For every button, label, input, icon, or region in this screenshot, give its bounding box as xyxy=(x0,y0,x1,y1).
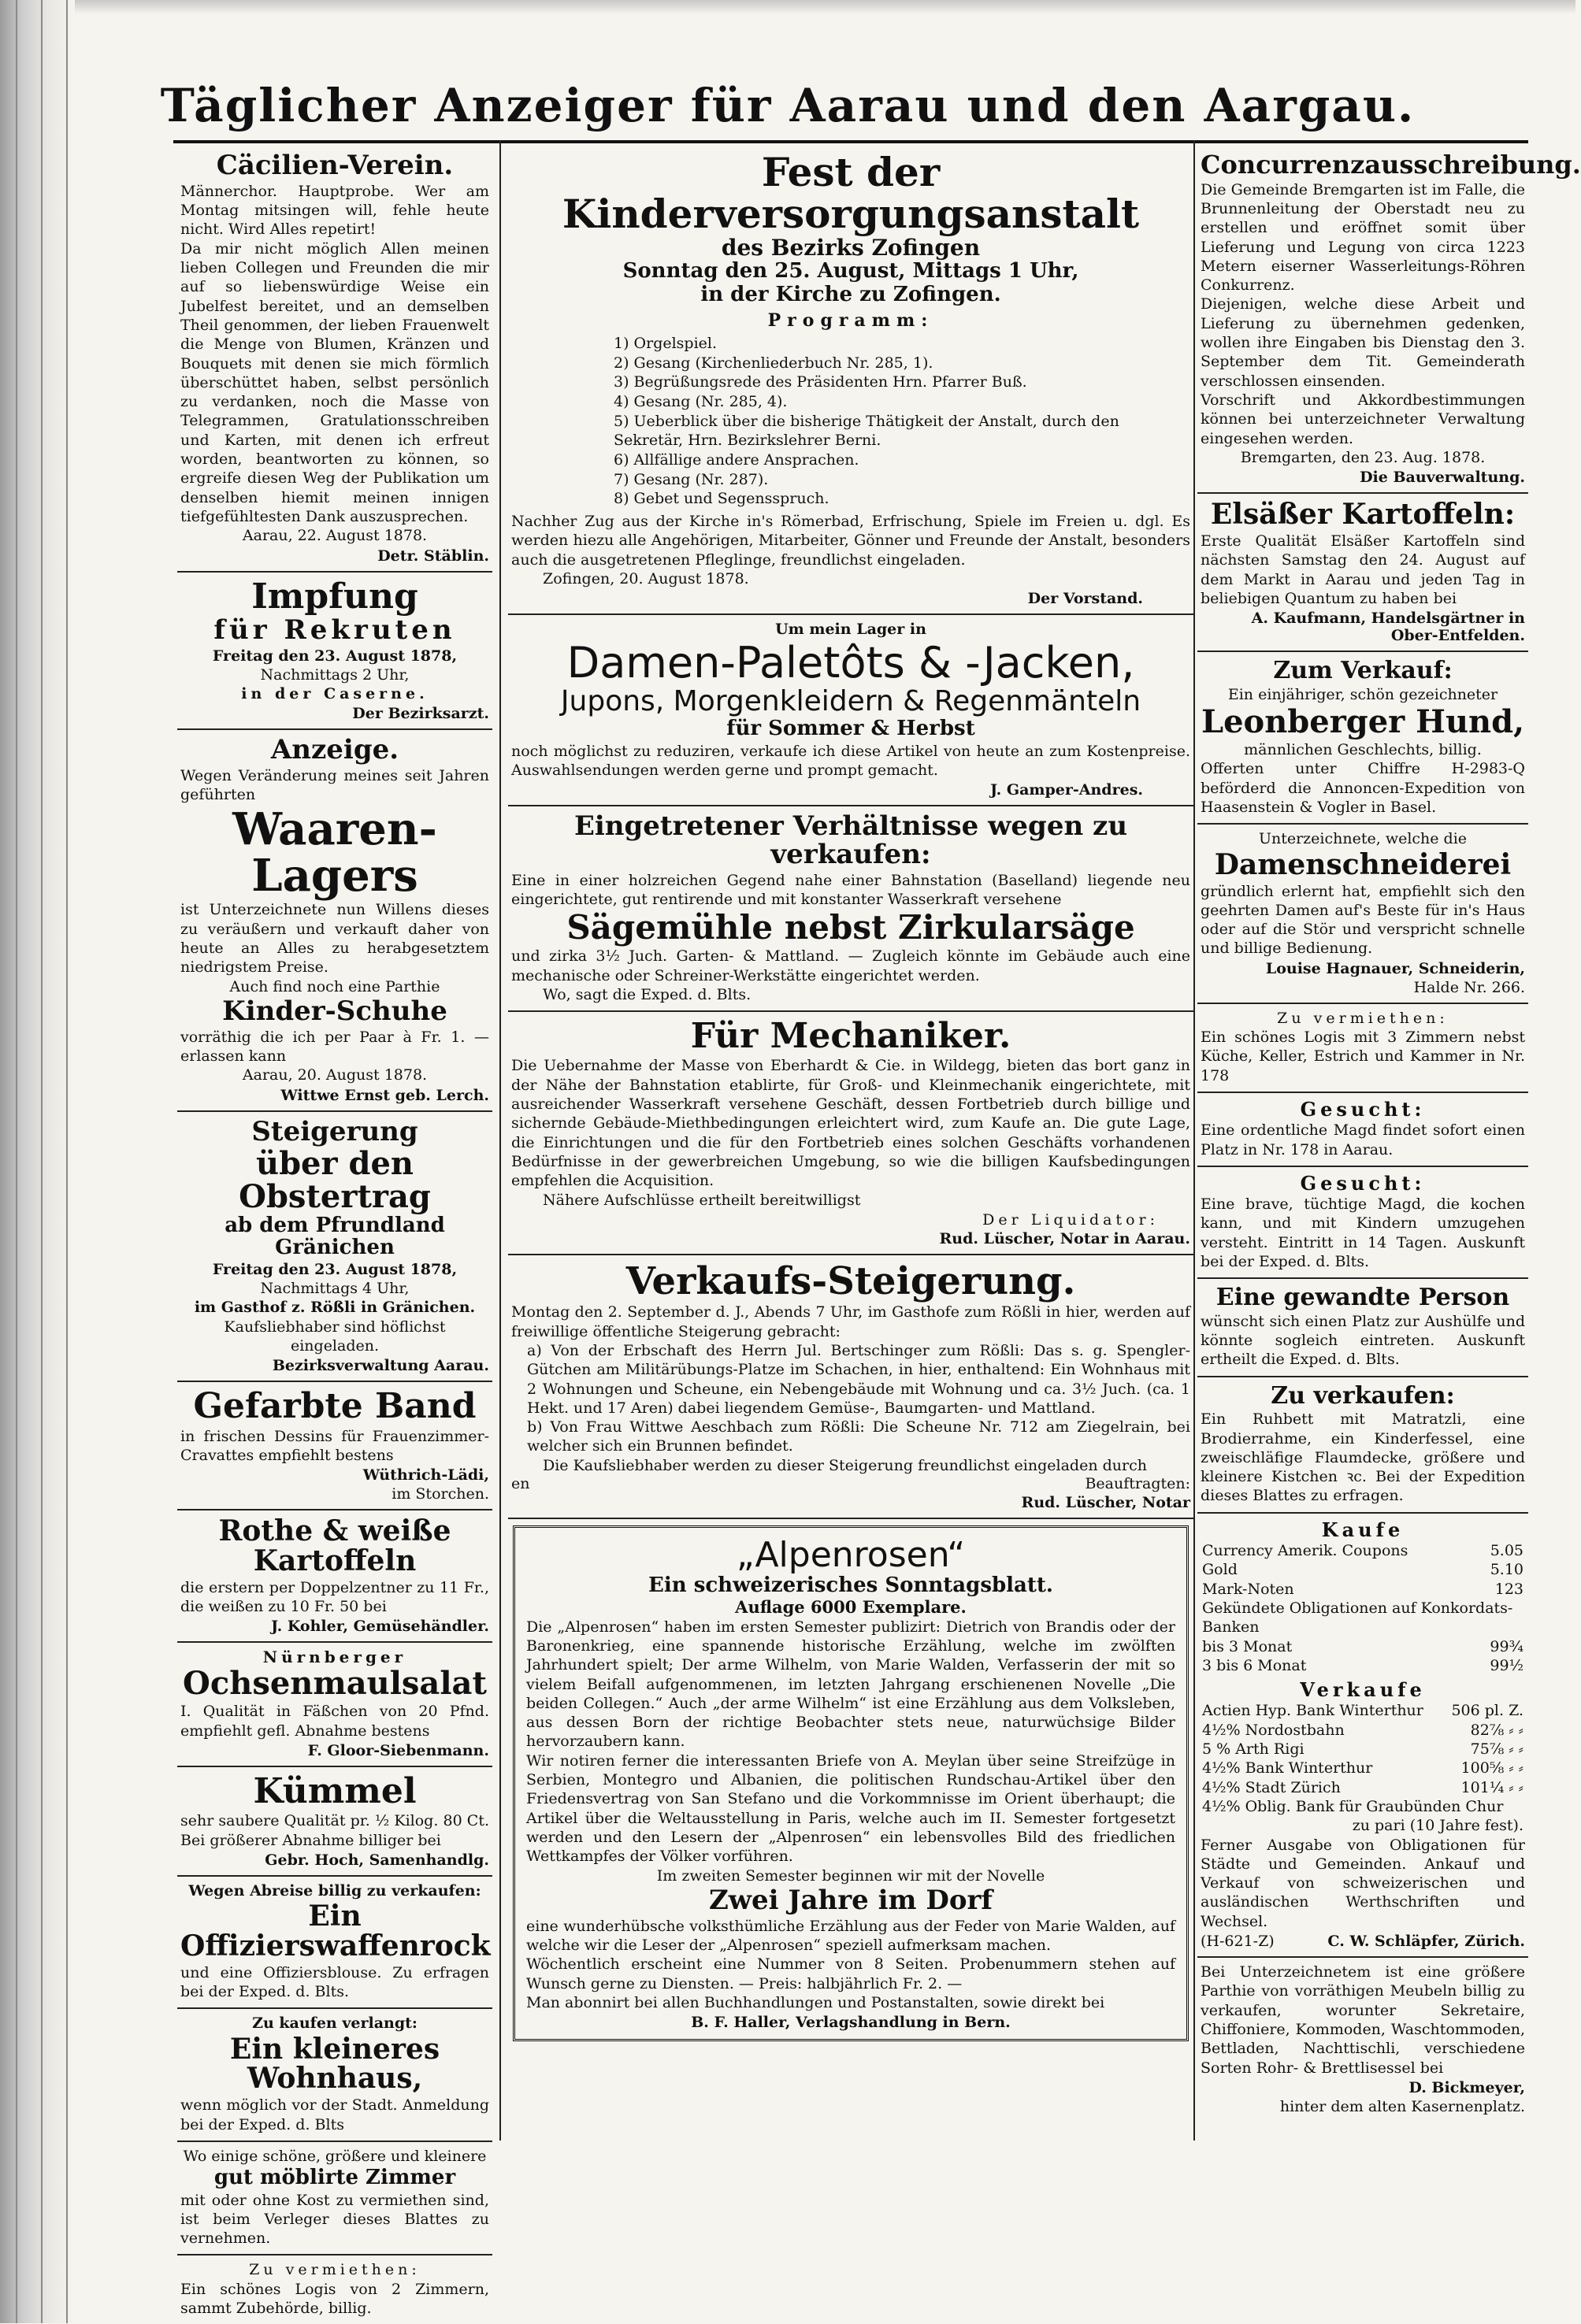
ad-signature: Detr. Stäblin. xyxy=(377,547,489,565)
table-cell: Gekündete Obligationen auf Konkordats-Banken xyxy=(1202,1599,1513,1636)
ad-text: und zirka 3½ Juch. Garten- & Mattland. — Zugleich könnte im Gebäude auch eine mechanische oder Schreiner-Werkstätte eingerichtet werden. xyxy=(511,947,1190,984)
ad-text: Freitag den 23. August 1878, xyxy=(212,647,458,665)
table-row xyxy=(1201,1721,1525,1740)
ad-verkaufs-steigerung xyxy=(508,1255,1193,1519)
program-item: 3) Begrüßungsrede des Präsidenten Hrn. Pfarrer Buß. xyxy=(614,373,1027,391)
ad-signature: Bezirksverwaltung Aarau. xyxy=(272,1357,489,1375)
ad-text: wünscht sich einen Platz zur Aushülfe und könnte sogleich eintreten. Auskunft ertheilt die Exped. d. Blts. xyxy=(1201,1312,1525,1369)
ad-signature: Rud. Lüscher, Notar in Aarau. xyxy=(939,1229,1190,1247)
ad-text: Ein einjähriger, schön gezeichneter xyxy=(1227,685,1498,703)
ad-text: vorräthig die ich per Paar à Fr. 1. — erlassen kann xyxy=(180,1028,489,1065)
ad-damen-paletots xyxy=(508,615,1193,806)
ad-text: ist Unterzeichnete nun Willens dieses zu veräußern und verkauft daher von heute an Alles zu herabgesetztem niedrigstem Preise. xyxy=(180,901,489,977)
rates-heading-sell: Verkaufe xyxy=(1300,1678,1426,1702)
ad-signature: Wüthrich-Lädi, xyxy=(362,1466,489,1484)
ad-date: Aarau, 22. August 1878. xyxy=(242,527,428,545)
ad-title: Ein kleineres Wohnhaus, xyxy=(229,2032,440,2096)
program-item: 4) Gesang (Nr. 285, 4). xyxy=(614,393,788,411)
ad-title: Fest der Kinderversorgungsanstalt xyxy=(562,149,1140,237)
page-top-shadow xyxy=(0,0,1575,14)
table-cell: 4½% Oblig. Bank für Graubünden Chur xyxy=(1202,1797,1504,1815)
table-row xyxy=(1201,1656,1525,1675)
ad-subtitle: für Sommer & Herbst xyxy=(726,717,975,741)
ad-date: Aarau, 20. August 1878. xyxy=(242,1066,428,1084)
ad-subtitle: ab dem Pfrundland Gränichen xyxy=(225,1214,445,1259)
ad-subtitle: Sonntag den 25. August, Mittags 1 Uhr, xyxy=(622,259,1079,284)
ad-text: Offerten unter Chiffre H-2983-Q beförderd die Annoncen-Expedition von Haasenstein & Vogler in Basel. xyxy=(1201,760,1525,817)
ad-title: Anzeige. xyxy=(270,734,399,766)
binding-line xyxy=(66,0,68,2323)
ad-moeblirte-zimmer xyxy=(177,2142,492,2256)
ad-headline: Leonberger Hund, xyxy=(1201,703,1525,741)
ad-text: im Gasthof z. Rößli in Gränichen. xyxy=(194,1299,476,1317)
ad-kuemmel xyxy=(177,1767,492,1877)
masthead: Täglicher Anzeiger für Aarau und den Aargau. xyxy=(160,79,1416,132)
column-right xyxy=(1197,146,1581,2130)
ad-impfung xyxy=(177,573,492,731)
ad-text: Man abonnirt bei allen Buchhandlungen und Postanstalten, sowie direkt bei xyxy=(526,1993,1105,2011)
ad-text: I. Qualität in Fäßchen von 20 Pfnd. empfiehlt gefl. Abnahme bestens xyxy=(180,1703,489,1740)
ad-text: Die Gemeinde Bremgarten ist im Falle, die Brunnenleitung der Oberstadt neu zu erstellen und eröffnet somit über Lieferung und Legung von circa 1223 Metern eiserner Wasserleitungs-Röhren Conkurrenz. xyxy=(1201,180,1525,295)
ad-headline: über den Obstertrag xyxy=(239,1145,431,1216)
ad-text: Die Kaufsliebhaber werden zu dieser Steigerung freundlichst eingeladen durch xyxy=(543,1456,1147,1474)
ad-caecilien-verein xyxy=(177,146,492,573)
ad-text: Beauftragten: xyxy=(1085,1475,1190,1493)
ad-waarenlager xyxy=(177,730,492,1111)
ad-headline: Waaren-Lagers xyxy=(232,802,437,902)
ad-gewandte-person xyxy=(1197,1279,1528,1377)
table-cell: 99½ xyxy=(1490,1656,1523,1674)
table-cell: Currency Amerik. Coupons xyxy=(1202,1541,1408,1559)
ad-text: Wo, sagt die Exped. d. Blts. xyxy=(543,985,752,1003)
ad-date: Zofingen, 20. August 1878. xyxy=(543,570,749,588)
ad-signature: Gebr. Hoch, Samenhandlg. xyxy=(265,1851,489,1869)
ad-alpenrosen xyxy=(513,1525,1189,2041)
ad-text: Nachher Zug aus der Kirche in's Römerbad, Erfrischung, Spiele im Freien u. dgl. Es werden hiezu alle Angehörigen, Mitarbeiter, Gönner und Freunde der Anstalt, besonders auch die ausgetretenen Pfleglinge, freundlichst eingeladen. xyxy=(511,513,1190,569)
ad-signature: B. F. Haller, Verlagshandlung in Bern. xyxy=(691,2014,1011,2032)
ad-text: Bei Unterzeichnetem ist eine größere Parthie von vorräthigen Meubeln billig zu verkaufen, worunter Sekretaire, Chiffoniere, Kommoden, Waschtommoden, Bettladen, Nachttischli, verschiedene Sorten Rohr- & Brettlisessel bei xyxy=(1201,1963,1525,2077)
ad-subtitle: des Bezirks Zofingen xyxy=(721,235,981,261)
ad-title: Concurrenzausschreibung. xyxy=(1201,150,1581,180)
ad-text: Männerchor. Hauptprobe. Wer am Montag mitsingen will, fehle heute nicht. Wird Alles repetirt! xyxy=(180,182,489,239)
ad-text: in der Caserne. xyxy=(241,685,429,703)
table-cell: 123 xyxy=(1494,1580,1523,1598)
ad-title: Verkaufs-Steigerung. xyxy=(625,1258,1076,1303)
ad-text: in frischen Dessins für Frauenzimmer-Cravattes empfiehlt bestens xyxy=(180,1427,489,1464)
ad-wohnhaus xyxy=(177,2009,492,2142)
ad-subtitle: Zu vermiethen: xyxy=(1277,1009,1449,1027)
table-cell: 101¼ ⸗ ⸗ xyxy=(1460,1778,1523,1796)
ad-signature: D. Bickmeyer, xyxy=(1408,2078,1525,2096)
ad-signature: J. Gamper-Andres. xyxy=(990,781,1143,799)
ad-text: Nachmittags 4 Uhr, xyxy=(260,1280,410,1298)
table-row xyxy=(1201,1759,1525,1777)
ad-text: Freitag den 23. August 1878, xyxy=(212,1260,458,1278)
ad-offizierswaffenrock xyxy=(177,1877,492,2010)
ad-signature: Die Bauverwaltung. xyxy=(1360,469,1525,487)
table-cell: 5.10 xyxy=(1490,1561,1523,1579)
ad-gesucht-magd xyxy=(1197,1093,1528,1167)
ad-elsaesser-kartoffeln xyxy=(1197,494,1528,652)
ad-gesucht-magd-kochen xyxy=(1197,1167,1528,1279)
program-heading: Programm: xyxy=(767,309,934,331)
ad-text: en xyxy=(511,1475,530,1493)
ad-title: Cäcilien-Verein. xyxy=(216,150,454,181)
ad-text: Ein schönes Logis mit 3 Zimmern nebst Küche, Keller, Estrich und Kammer in Nr. 178 xyxy=(1201,1029,1525,1084)
ad-headline: Kinder-Schuhe xyxy=(222,995,447,1027)
ad-title: Zum Verkauf: xyxy=(1273,657,1453,685)
program-item: 2) Gesang (Kirchenliederbuch Nr. 285, 1). xyxy=(614,354,933,372)
ad-exchange-rates xyxy=(1197,1514,1528,1958)
table-cell: 4½% Nordostbahn xyxy=(1202,1721,1345,1739)
ad-ochsenmaulsalat xyxy=(177,1643,492,1767)
ad-title: Gesucht: xyxy=(1300,1098,1426,1121)
table-cell: 100⅝ ⸗ ⸗ xyxy=(1460,1759,1523,1777)
ad-text: Montag den 2. September d. J., Abends 7 Uhr, im Gasthofe zum Rößli in hier, werden auf freiwillige öffentliche Steigerung gebracht: xyxy=(511,1303,1190,1340)
ad-headline: Zwei Jahre im Dorf xyxy=(708,1884,993,1916)
table-cell: 5 % Arth Rigi xyxy=(1202,1740,1305,1758)
ad-text: mit oder ohne Kost zu vermiethen sind, ist beim Verleger dieses Blattes zu vernehmen. xyxy=(180,2191,489,2248)
ad-subtitle: Ein schweizerisches Sonntagsblatt. xyxy=(648,1573,1053,1598)
ad-headline: Sägemühle nebst Zirkularsäge xyxy=(566,908,1135,947)
table-cell: zu pari (10 Jahre fest). xyxy=(1352,1817,1523,1835)
ad-text: Erste Qualität Elsäßer Kartoffeln sind nächsten Samstag den 24. August auf dem Markt in Aarau und jeden Tag in beliebigen Quantum zu haben bei xyxy=(1201,532,1525,608)
ad-text: Die „Alpenrosen“ haben im ersten Semester publizirt: Dietrich von Brandis oder der Baronenkrieg, eine spannende historische Erzählung, welche im zwölften Jahrhundert spielt; Der arme Wilhelm, von Marie Walden, Verfasserin der mit so vielem Beifall aufgenommenen, im letzten Jahrgang erschienenen Novelle „Die beiden Collegen.“ Auch „der arme Wilhelm“ ist eine Erzählung aus dem Volksleben, aus dessen Born der richtige Beobachter stets neue, naturwüchsige Bilder hervorzaubern kann. xyxy=(526,1618,1175,1751)
ad-title: Gesucht: xyxy=(1300,1171,1426,1195)
ad-kinderversorgungsanstalt xyxy=(508,146,1193,615)
ad-title: Eingetretener Verhältnisse wegen zu verkaufen: xyxy=(573,810,1128,870)
ad-signature: Louise Hagnauer, Schneiderin, xyxy=(1265,959,1525,977)
ad-subtitle: Wegen Abreise billig zu verkaufen: xyxy=(188,1881,481,1900)
table-row xyxy=(1201,1816,1525,1835)
ad-signature: C. W. Schläpfer, Zürich. xyxy=(1327,1933,1525,1951)
program-item: 8) Gebet und Segensspruch. xyxy=(614,490,829,508)
ad-text: Wo einige schöne, größere und kleinere xyxy=(183,2147,487,2165)
ad-title: Ein Offizierswaffenrock xyxy=(180,1900,491,1963)
ad-text: Im zweiten Semester beginnen wir mit der Novelle xyxy=(656,1866,1045,1885)
program-item: 6) Allfällige andere Ansprachen. xyxy=(614,451,859,469)
ad-text: und eine Offiziersblouse. Zu erfragen bei der Exped. d. Blts. xyxy=(180,1963,489,2001)
ad-signature: Wittwe Ernst geb. Lerch. xyxy=(280,1086,489,1104)
column-middle xyxy=(508,146,1193,2130)
ad-title: Zu verkaufen: xyxy=(1271,1381,1455,1410)
ad-steigerung-obstertrag xyxy=(177,1112,492,1383)
table-cell: 82⅞ ⸗ ⸗ xyxy=(1470,1721,1523,1739)
table-cell: 99¾ xyxy=(1490,1637,1523,1655)
ad-subtitle: Nürnberger xyxy=(262,1648,407,1667)
ad-title: gut möblirte Zimmer xyxy=(213,2166,456,2190)
ad-signature: Der Vorstand. xyxy=(1027,590,1143,608)
binding-line xyxy=(41,0,43,2323)
page-binding-edge xyxy=(0,0,75,2323)
ad-signature: A. Kaufmann, Handelsgärtner in Ober-Entfelden. xyxy=(1251,610,1525,645)
ad-title: Rothe & weiße Kartoffeln xyxy=(218,1514,451,1577)
column-rule xyxy=(499,140,501,2141)
ad-signature: Der Bezirksarzt. xyxy=(352,705,489,723)
table-cell: bis 3 Monat xyxy=(1202,1637,1293,1655)
table-row xyxy=(1201,1560,1525,1579)
ad-title: Für Mechaniker. xyxy=(690,1016,1011,1057)
ad-code: (H-621-Z) xyxy=(1201,1933,1275,1951)
ad-subtitle: in der Kirche zu Zofingen. xyxy=(700,282,1001,306)
ad-subtitle: Zu vermiethen: xyxy=(249,2261,421,2279)
table-row xyxy=(1201,1797,1525,1816)
ad-text: Diejenigen, welche diese Arbeit und Lieferung zu übernehmen gedenken, wollen ihre Eingaben bis Dienstag den 3. September dem Tit. Gemeinderath verschlossen einsenden. xyxy=(1201,295,1525,390)
table-row xyxy=(1201,1580,1525,1599)
ad-text: Auch find noch eine Parthie xyxy=(229,977,440,995)
table-cell: 4½% Bank Winterthur xyxy=(1202,1759,1373,1777)
ad-text: eine wunderhübsche volksthümliche Erzählung aus der Feder von Marie Walden, auf welche wir die Leser der „Alpenrosen“ speziell aufmerksam machen. xyxy=(526,1917,1175,1954)
table-cell: 75⅞ ⸗ ⸗ xyxy=(1470,1740,1523,1758)
ad-signature: im Storchen. xyxy=(392,1485,489,1503)
ad-title: Eine gewandte Person xyxy=(1215,1284,1510,1312)
table-cell: Gold xyxy=(1202,1561,1238,1579)
ad-signature: F. Gloor-Siebenmann. xyxy=(307,1742,489,1760)
ad-date: Bremgarten, den 23. Aug. 1878. xyxy=(1240,448,1486,466)
ad-title: Ochsenmaulsalat xyxy=(183,1665,487,1703)
ad-text: sehr saubere Qualität pr. ½ Kilog. 80 Ct. Bei größerer Abnahme billiger bei xyxy=(180,1812,489,1849)
table-row xyxy=(1201,1541,1525,1560)
ad-text: Wir notiren ferner die interessanten Briefe von A. Meylan über seine Streifzüge in Serbien, Montegro und Albanien, die politischen Rundschau-Artikel über den Friedensvertrag von San Stefano und die Vorkommnisse im Orient überhaupt; die Artikel über die Weltausstellung in Paris, welche auch im II. Semester fortgesetzt werden und den Lesern der „Alpenrosen“ ein lebensvolles Bild des friedlichen Wettkampfes der Völker vorführen. xyxy=(526,1751,1175,1866)
binding-line xyxy=(16,0,17,2323)
table-row xyxy=(1201,1637,1525,1656)
rates-table-buy xyxy=(1201,1541,1525,1675)
ad-title: Damen-Paletôts & -Jacken, xyxy=(566,637,1135,688)
ad-concurrenzausschreibung xyxy=(1197,146,1581,494)
ad-signature: J. Kohler, Gemüsehändler. xyxy=(271,1618,489,1636)
ad-text: Nachmittags 2 Uhr, xyxy=(260,665,410,684)
ad-signature: Der Liquidator: xyxy=(982,1210,1159,1229)
ad-signature: hinter dem alten Kasernenplatz. xyxy=(1279,2097,1525,2115)
rates-table-sell xyxy=(1201,1701,1525,1835)
ad-text: Die Uebernahme der Masse von Eberhardt & Cie. in Wildegg, bieten das bort ganz in der Nähe der Bahnstation etablirte, für Groß- und Kleinmechanik eingerichtete, mit ausreichender Wasserkraft versehene Geschäft, dessen Fortbetrieb durch billige und sichernde Gebäude-Miethbedingungen erleichtert wird, zum Kaufe an. Die gute Lage, die Einrichtungen und die für den Fortbetrieb eines solchen Geschäfts vorhandenen Bedürfnisse in der gewerbreichen Umgebung, so wie die billigen Kaufsbedingungen empfehlen die Acquisition. xyxy=(511,1057,1190,1190)
ad-kartoffeln xyxy=(177,1510,492,1643)
ad-title: Elsäßer Kartoffeln: xyxy=(1210,498,1516,532)
rates-heading-buy: Kaufe xyxy=(1321,1518,1405,1541)
ad-signature: Rud. Lüscher, Notar xyxy=(1021,1494,1190,1512)
ad-subtitle: für Rekruten xyxy=(213,613,456,646)
program-item: 1) Orgelspiel. xyxy=(614,334,718,352)
ad-text: Ferner Ausgabe von Obligationen für Städte und Gemeinden. Ankauf und Verkauf von schweizerischen und ausländischen Werthschriften und Wechsel. xyxy=(1201,1836,1525,1930)
table-cell: 5.05 xyxy=(1490,1541,1523,1559)
ad-text: männlichen Geschlechts, billig. xyxy=(1244,741,1482,759)
ad-text: Unterzeichnete, welche die xyxy=(1258,830,1468,848)
table-row xyxy=(1201,1740,1525,1759)
ad-text: Wegen Veränderung meines seit Jahren geführten xyxy=(180,767,489,804)
table-cell: 506 pl. Z. xyxy=(1451,1702,1523,1720)
ad-title: Impfung xyxy=(251,576,418,617)
table-row xyxy=(1201,1599,1525,1637)
ad-text: Ein Ruhbett mit Matratzli, eine Brodierrahme, ein Kinderfessel, eine zweischläfige Flaumdecke, größere und kleinere Kistchen ꝛc. Bei der Expedition dieses Blattes zu erfragen. xyxy=(1201,1410,1525,1505)
table-row xyxy=(1201,1778,1525,1797)
column-rule xyxy=(1193,140,1195,2141)
ad-subtitle: Zu kaufen verlangt: xyxy=(252,2015,418,2033)
ad-vermiethen-logis xyxy=(1197,1004,1528,1093)
ad-title: Kümmel xyxy=(253,1771,417,1812)
ad-text: wenn möglich vor der Stadt. Anmeldung bei der Exped. d. Blts xyxy=(180,2096,489,2133)
ad-text: noch möglichst zu reduziren, verkaufe ich diese Artikel von heute an zum Kostenpreise. Auswahlsendungen werden gerne und prompt gemacht. xyxy=(511,742,1190,779)
ad-text: Nähere Aufschlüsse ertheilt bereitwilligst xyxy=(543,1191,861,1209)
program-item: 5) Ueberblick über die bisherige Thätigkeit der Anstalt, durch den Sekretär, Hrn. Bezirkslehrer Berni. xyxy=(614,412,1119,450)
table-row xyxy=(1201,1701,1525,1720)
table-cell: Mark-Noten xyxy=(1202,1580,1294,1598)
ad-text: Vorschrift und Akkordbestimmungen können bei unterzeichneter Verwaltung eingesehen werden. xyxy=(1201,391,1525,447)
ad-text: Eine in einer holzreichen Gegend nahe einer Bahnstation (Baselland) liegende neu eingerichtete, gut rentirende und mit konstanter Wasserkraft versehene xyxy=(511,871,1190,908)
column-left xyxy=(177,146,492,2318)
ad-subtitle: Auflage 6000 Exemplare. xyxy=(735,1596,967,1617)
ad-gefarbte-band xyxy=(177,1382,492,1510)
table-cell: 3 bis 6 Monat xyxy=(1202,1656,1307,1674)
ad-logis xyxy=(177,2255,492,2324)
ad-text: gründlich erlernt hat, empfiehlt sich den geehrten Damen auf's Beste für in's Haus oder auf die Stör und verspricht schnelle und billige Bedienung. xyxy=(1201,882,1525,958)
ad-signature: Halde Nr. 266. xyxy=(1413,978,1525,996)
program-list xyxy=(511,334,1190,509)
ad-text: Wöchentlich erscheint eine Nummer von 8 Seiten. Probenummern stehen auf Wunsch gerne zu Diensten. — Preis: halbjährlich Fr. 2. — xyxy=(526,1955,1175,1992)
table-cell: 4½% Stadt Zürich xyxy=(1202,1778,1341,1796)
program-item: 7) Gesang (Nr. 287). xyxy=(614,470,769,488)
table-cell: Actien Hyp. Bank Winterthur xyxy=(1202,1702,1423,1720)
ad-title: Damenschneiderei xyxy=(1214,847,1512,881)
ad-damenschneiderei xyxy=(1197,825,1528,1003)
ad-text: Ein schönes Logis von 2 Zimmern, sammt Zubehörde, billig. xyxy=(180,2280,489,2318)
ad-headline: Jupons, Morgenkleidern & Regenmänteln xyxy=(560,685,1141,718)
ad-text: Eine brave, tüchtige Magd, die kochen kann, und mit Kindern umzugehen versteht. Eintritt in 14 Tagen. Auskunft bei der Exped. d. Blts. xyxy=(1201,1195,1525,1270)
ad-saegemuehle xyxy=(508,806,1193,1012)
ad-text: b) Von Frau Wittwe Aeschbach zum Rößli: Die Scheune Nr. 712 am Ziegelrain, bei welcher sich ein Brunnen befindet. xyxy=(527,1418,1190,1455)
ad-title: Gefarbte Band xyxy=(193,1386,477,1427)
ad-zu-verkaufen xyxy=(1197,1377,1528,1514)
ad-text: die erstern per Doppelzentner zu 11 Fr., die weißen zu 10 Fr. 50 bei xyxy=(180,1578,489,1616)
ad-text: a) Von der Erbschaft des Herrn Jul. Bertschinger zum Rößli: Das s. g. Spengler-Gütchen am Militärübungs-Platze im Schachen, in hier, enthaltend: Ein Wohnhaus mit 2 Wohnungen und Scheune, ein Nebengebäude mit Wohnung und ca. 3½ Juch. (ca. 1 Hekt. und 17 Aren) dabei liegendem Gemüse-, Baumgarten- und Mattland. xyxy=(527,1341,1190,1417)
ad-meubeln xyxy=(1197,1958,1528,2122)
ad-leonberger-hund xyxy=(1197,652,1528,825)
ad-text: Kaufsliebhaber sind höflichst eingeladen. xyxy=(224,1318,446,1355)
ad-title: „Alpenrosen“ xyxy=(736,1535,966,1576)
ad-text: Eine ordentliche Magd findet sofort einen Platz in Nr. 178 in Aarau. xyxy=(1201,1121,1525,1158)
ad-text: Da mir nicht möglich Allen meinen lieben Collegen und Freunden die mir auf so liebenswürdige Weise ein Jubelfest bereitet, und an demselben Theil genommen, der lieben Frauenwelt die Menge von Blumen, Kränzen und Bouquets mit denen sie mich förmlich überschüttet haben, selbst persönlich zu verdanken, noch die Masse von Telegrammen, Gratulationsschreiben und Karten, mit denen ich erfreut worden, beantworten zu können, so ergreife diesen Weg der Publikation um denselben hiemit meinen innigen tiefgefühltesten Dank auszusprechen. xyxy=(180,239,489,525)
masthead-rule xyxy=(173,140,1528,143)
ad-mechaniker xyxy=(508,1012,1193,1255)
ad-title: Steigerung xyxy=(251,1115,418,1147)
ad-subtitle: Um mein Lager in xyxy=(775,621,926,639)
